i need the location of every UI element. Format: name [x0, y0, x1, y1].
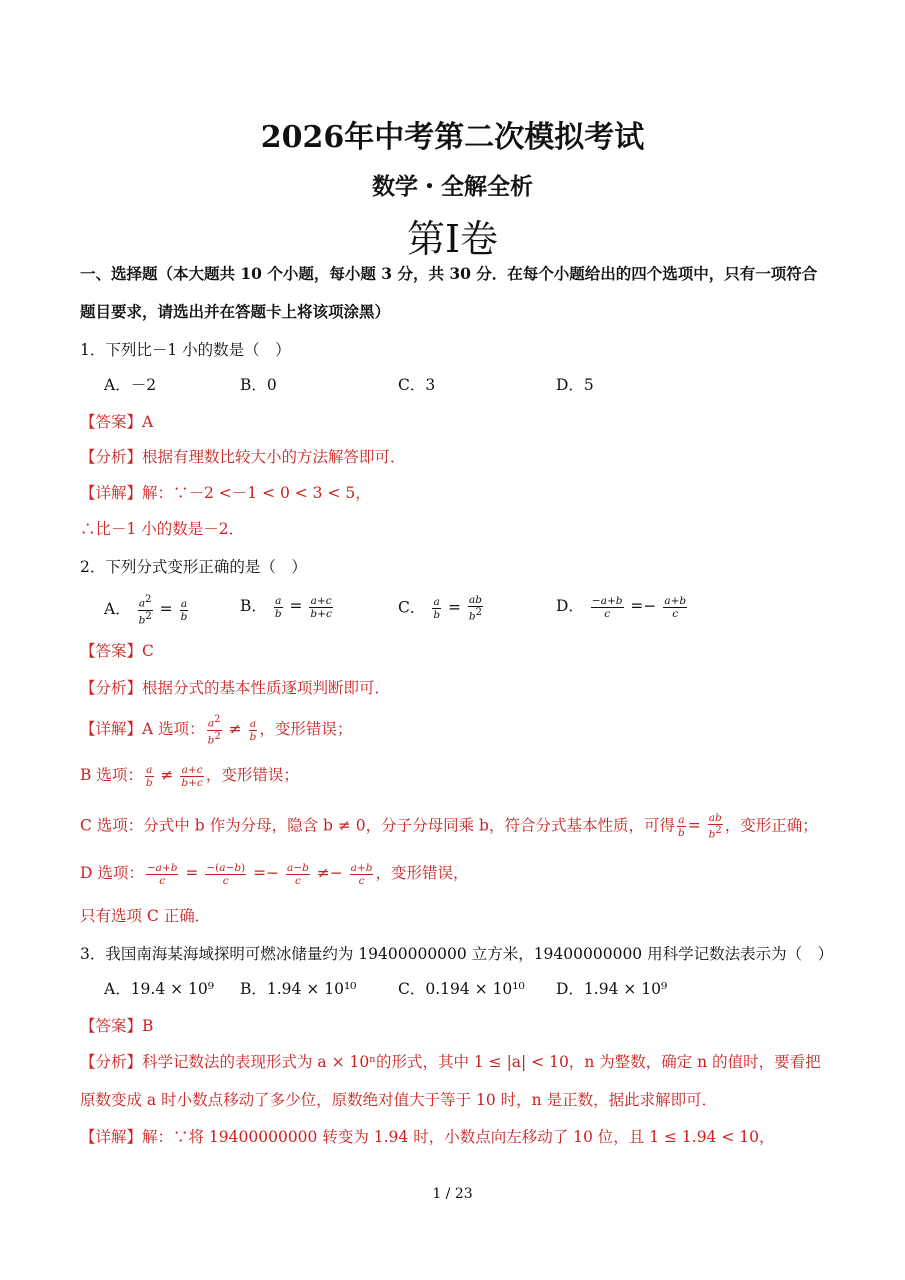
q3-analysis-2: 原数变成 a 时小数点移动了多少位，原数绝对值大于等于 10 时，n 是正数，据此求解即可．	[80, 1091, 718, 1109]
q3-option-a: A．19.4 × 10⁹	[104, 980, 214, 998]
q1-option-b: B．0	[240, 376, 277, 394]
page-number: 1 / 23	[432, 1186, 473, 1202]
q2-option-a: A． $\frac{a^2}{b^2}$ = $\frac{a}{b}$	[104, 594, 188, 626]
q1-option-c: C．3	[398, 376, 436, 394]
q2-answer: 【答案】C	[80, 642, 154, 660]
q3-option-c: C．0.194 × 10¹⁰	[398, 980, 525, 998]
q3-option-d: D．1.94 × 10⁹	[556, 980, 668, 998]
section-heading-line2: 题目要求，请选出并在答题卡上将该项涂黑）	[80, 302, 391, 321]
q3-option-b: B．1.94 × 10¹⁰	[240, 980, 357, 998]
q2-option-b-label: B．	[240, 597, 267, 615]
q2-detail-a: 【详解】A 选项： $\frac{a^2}{b^2}$ ≠ $\frac{a}{b}$ ，变形错误；	[80, 714, 353, 746]
q2-option-d-label: D．	[556, 597, 584, 615]
exam-title: 2026年中考第二次模拟考试	[260, 120, 645, 155]
q1-option-d: D．5	[556, 376, 594, 394]
q3-answer: 【答案】B	[80, 1017, 154, 1035]
q2-detail-d: D 选项： $\frac{-a+b}{c}$ = $\frac{-(a-b)}{c}$ =− $\frac{a-b}{c}$ ≠− $\frac{a+b}{c}$ ，变形错误，	[80, 861, 469, 887]
q1-stem: 1．下列比－1 小的数是（ ）	[80, 341, 291, 359]
q1-detail-2: ∴比－1 小的数是－2．	[80, 520, 245, 538]
q3-analysis-1: 【分析】科学记数法的表现形式为 a × 10ⁿ的形式，其中 1 ≤ |a| < 10，n 为整数，确定 n 的值时，要看把	[80, 1053, 821, 1071]
q1-analysis: 【分析】根据有理数比较大小的方法解答即可．	[80, 448, 406, 466]
q2-option-b: B． $\frac{a}{b}$ = $\frac{a+c}{b+c}$	[240, 594, 332, 620]
q3-stem: 3．我国南海某海域探明可燃冰储量约为 19400000000 立方米，19400000000 用科学记数法表示为（ ）	[80, 945, 834, 963]
q3-detail: 【详解】解：∵将 19400000000 转变为 1.94 时，小数点向左移动了 10 位，且 1 ≤ 1.94 < 10，	[80, 1128, 775, 1146]
q2-detail-c: C 选项：分式中 b 作为分母，隐含 b ≠ 0，分子分母同乘 b，符合分式基本性质，可得 $\frac{a}{b}$ = $\frac{ab}{b^2}$ ，变形正确；	[80, 812, 818, 841]
q2-option-c-label: C．	[398, 598, 426, 617]
q2-stem: 2．下列分式变形正确的是（ ）	[80, 558, 307, 576]
q1-answer: 【答案】A	[80, 413, 154, 431]
q1-option-a: A．－2	[104, 376, 157, 394]
q1-detail-1: 【详解】解：∵－2 <－1 < 0 < 3 < 5，	[80, 484, 371, 502]
section-heading-line1: 一、选择题（本大题共 10 个小题，每小题 3 分，共 30 分．在每个小题给出的四个选项中，只有一项符合	[80, 264, 818, 283]
q2-conclusion: 只有选项 C 正确．	[80, 907, 211, 925]
q2-option-d: D． $\frac{-a+b}{c}$ =− $\frac{a+b}{c}$	[556, 594, 687, 620]
q2-analysis: 【分析】根据分式的基本性质逐项判断即可．	[80, 679, 391, 697]
exam-subtitle: 数学・全解全析	[372, 173, 533, 200]
q2-detail-b: B 选项： $\frac{a}{b}$ ≠ $\frac{a+c}{b+c}$ ，变形错误；	[80, 763, 299, 789]
q2-option-c: C． $\frac{a}{b}$ = $\frac{ab}{b^2}$	[398, 594, 482, 623]
volume-title: 第Ⅰ卷	[406, 217, 498, 261]
q2-option-a-label: A．	[104, 600, 131, 618]
